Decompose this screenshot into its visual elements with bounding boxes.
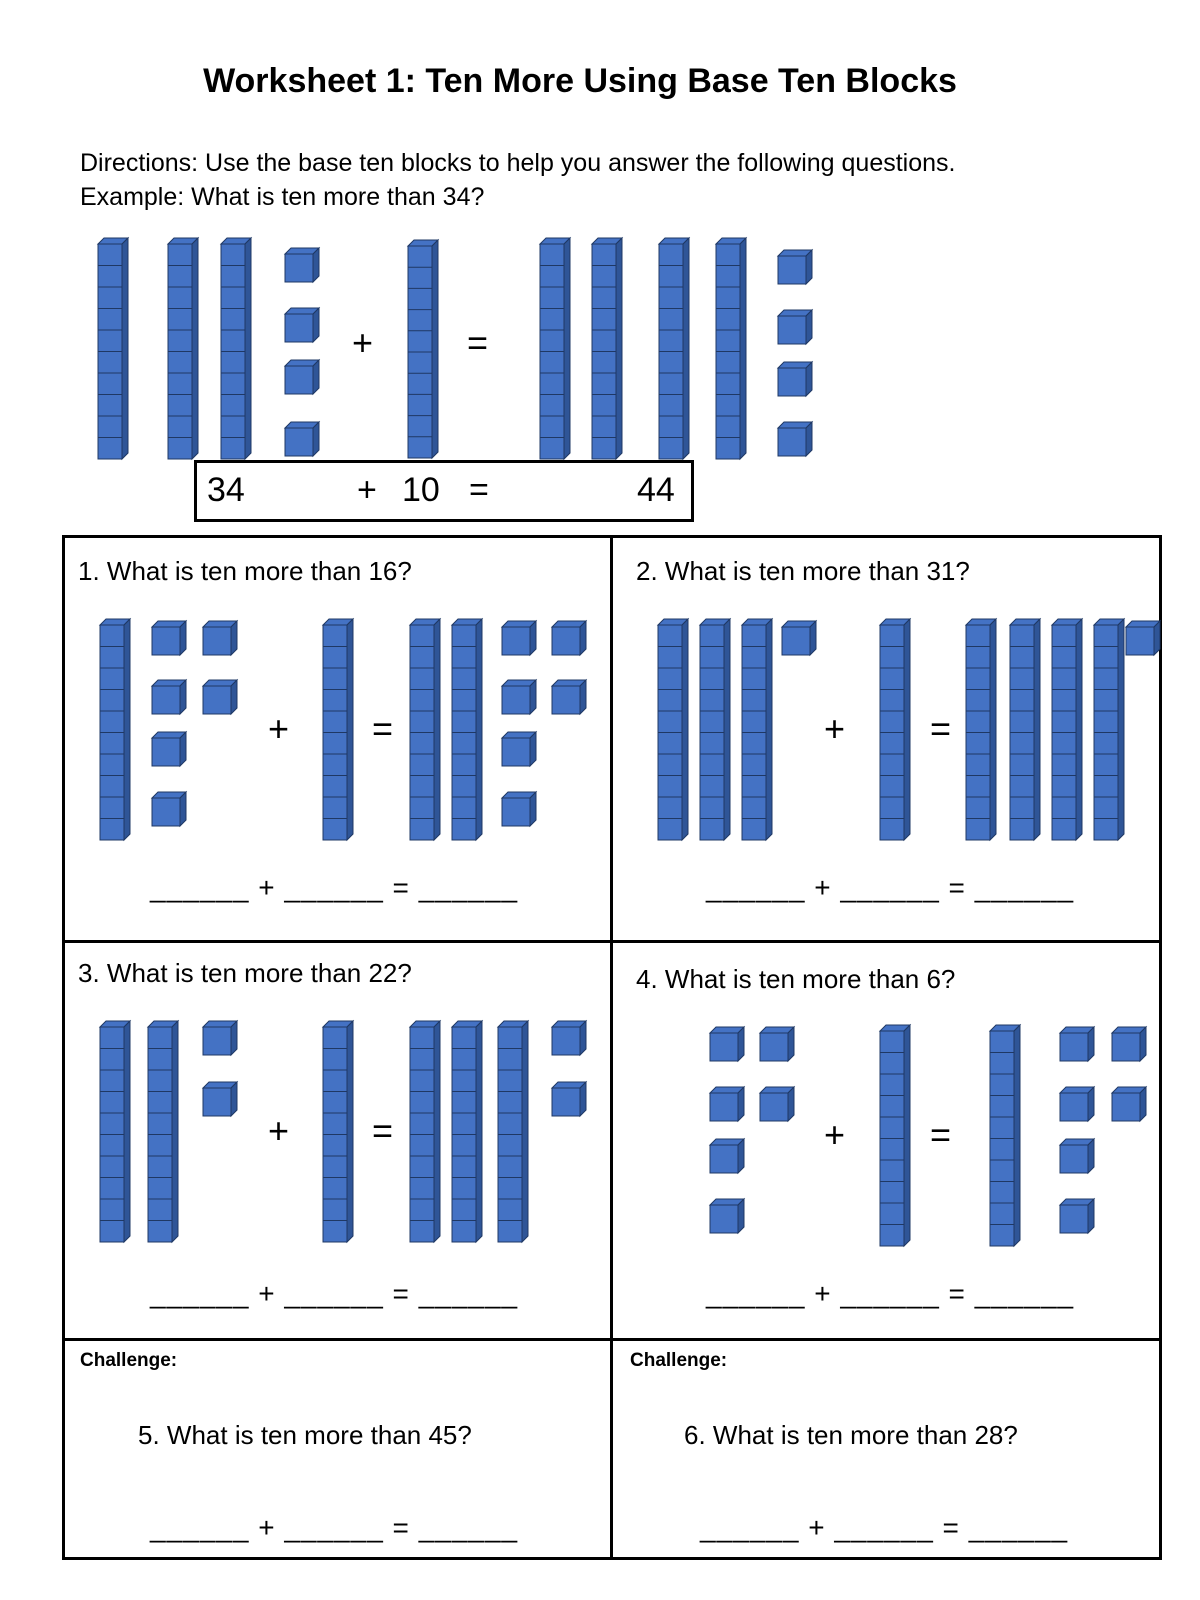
rod-side — [245, 238, 251, 459]
example-result: 44 — [637, 471, 675, 509]
q5-answer-line[interactable]: ______ + ______ = ______ — [150, 1512, 519, 1543]
cube-top — [778, 362, 812, 368]
example-result-unit-cube — [778, 422, 812, 456]
example-equals: = — [469, 471, 489, 509]
q1-plus-sign: + — [268, 708, 290, 749]
cube-face — [285, 366, 313, 394]
cube-face — [285, 254, 313, 282]
example-unit-cube — [285, 308, 319, 342]
question-1: 1. What is ten more than 16? — [78, 556, 412, 586]
q3-equals-sign: = — [372, 1110, 394, 1151]
example-added-ten-rod — [408, 240, 438, 458]
example-plus: + — [357, 471, 377, 509]
cube-face — [778, 316, 806, 344]
cube-side — [313, 360, 319, 394]
cube-top — [285, 248, 319, 254]
q1-answer-line[interactable]: ______ + ______ = ______ — [150, 872, 519, 903]
example-result-unit-cube — [778, 310, 812, 344]
cube-side — [806, 362, 812, 396]
example-addend: 34 — [207, 471, 245, 509]
example-ten-rod — [98, 238, 128, 459]
rod-side — [683, 238, 689, 459]
questions-grid — [62, 535, 1162, 1560]
cube-side — [313, 422, 319, 456]
question-5: 5. What is ten more than 45? — [138, 1420, 472, 1450]
example-result-ten-rod — [716, 238, 746, 459]
grid-divider-row1 — [65, 940, 1159, 943]
cube-top — [285, 360, 319, 366]
example-unit-cube — [285, 248, 319, 282]
rod-side — [122, 238, 128, 459]
question-3: 3. What is ten more than 22? — [78, 958, 412, 988]
rod-top — [168, 238, 198, 244]
rod-face — [540, 244, 564, 459]
example-prompt: Example: What is ten more than 34? — [80, 183, 485, 211]
cube-side — [313, 308, 319, 342]
q1-equals-sign: = — [372, 708, 394, 749]
example-ten-rod — [168, 238, 198, 459]
rod-side — [432, 240, 438, 458]
rod-top — [716, 238, 746, 244]
example-unit-cube — [285, 422, 319, 456]
rod-top — [98, 238, 128, 244]
example-equation-box — [194, 460, 694, 522]
rod-side — [192, 238, 198, 459]
worksheet-title: Worksheet 1: Ten More Using Base Ten Blocks — [203, 62, 957, 100]
cube-side — [806, 310, 812, 344]
cube-face — [778, 368, 806, 396]
example-result-ten-rod — [592, 238, 622, 459]
rod-top — [221, 238, 251, 244]
example-unit-cube — [285, 360, 319, 394]
cube-face — [778, 428, 806, 456]
q6-answer-line[interactable]: ______ + ______ = ______ — [700, 1512, 1069, 1543]
question-6: 6. What is ten more than 28? — [684, 1420, 1018, 1450]
cube-side — [313, 248, 319, 282]
q3-answer-line[interactable]: ______ + ______ = ______ — [150, 1278, 519, 1309]
q2-equals-sign: = — [930, 708, 952, 749]
cube-side — [806, 422, 812, 456]
question-4: 4. What is ten more than 6? — [636, 964, 956, 994]
cube-top — [778, 422, 812, 428]
q4-plus-sign: + — [824, 1114, 846, 1155]
rod-face — [716, 244, 740, 459]
challenge-label-right: Challenge: — [630, 1350, 728, 1371]
q2-answer-line[interactable]: ______ + ______ = ______ — [706, 872, 1075, 903]
cube-top — [285, 308, 319, 314]
cube-top — [778, 310, 812, 316]
cube-top — [778, 250, 812, 256]
example-result-ten-rod — [659, 238, 689, 459]
rod-face — [98, 244, 122, 459]
rod-top — [408, 240, 438, 246]
example-plus-sign: + — [352, 322, 374, 363]
grid-divider-row2 — [65, 1338, 1159, 1341]
example-ten: 10 — [402, 471, 440, 509]
cube-face — [778, 256, 806, 284]
directions-text: Directions: Use the base ten blocks to help you answer the following questions. — [80, 149, 956, 177]
q3-plus-sign: + — [268, 1110, 290, 1151]
q4-answer-line[interactable]: ______ + ______ = ______ — [706, 1278, 1075, 1309]
grid-divider-vertical — [610, 538, 613, 1557]
rod-side — [616, 238, 622, 459]
rod-top — [659, 238, 689, 244]
rod-top — [592, 238, 622, 244]
rod-face — [659, 244, 683, 459]
rod-face — [168, 244, 192, 459]
q4-equals-sign: = — [930, 1114, 952, 1155]
example-result-unit-cube — [778, 250, 812, 284]
rod-face — [408, 246, 432, 458]
rod-face — [592, 244, 616, 459]
example-ten-rod — [221, 238, 251, 459]
rod-side — [564, 238, 570, 459]
cube-side — [806, 250, 812, 284]
challenge-label-left: Challenge: — [80, 1350, 178, 1371]
cube-face — [285, 428, 313, 456]
rod-top — [540, 238, 570, 244]
cube-top — [285, 422, 319, 428]
rod-face — [221, 244, 245, 459]
directions — [80, 146, 956, 214]
example-equals-sign: = — [467, 322, 489, 363]
example-result-unit-cube — [778, 362, 812, 396]
cube-face — [285, 314, 313, 342]
rod-side — [740, 238, 746, 459]
q2-plus-sign: + — [824, 708, 846, 749]
question-2: 2. What is ten more than 31? — [636, 556, 970, 586]
example-result-ten-rod — [540, 238, 570, 459]
